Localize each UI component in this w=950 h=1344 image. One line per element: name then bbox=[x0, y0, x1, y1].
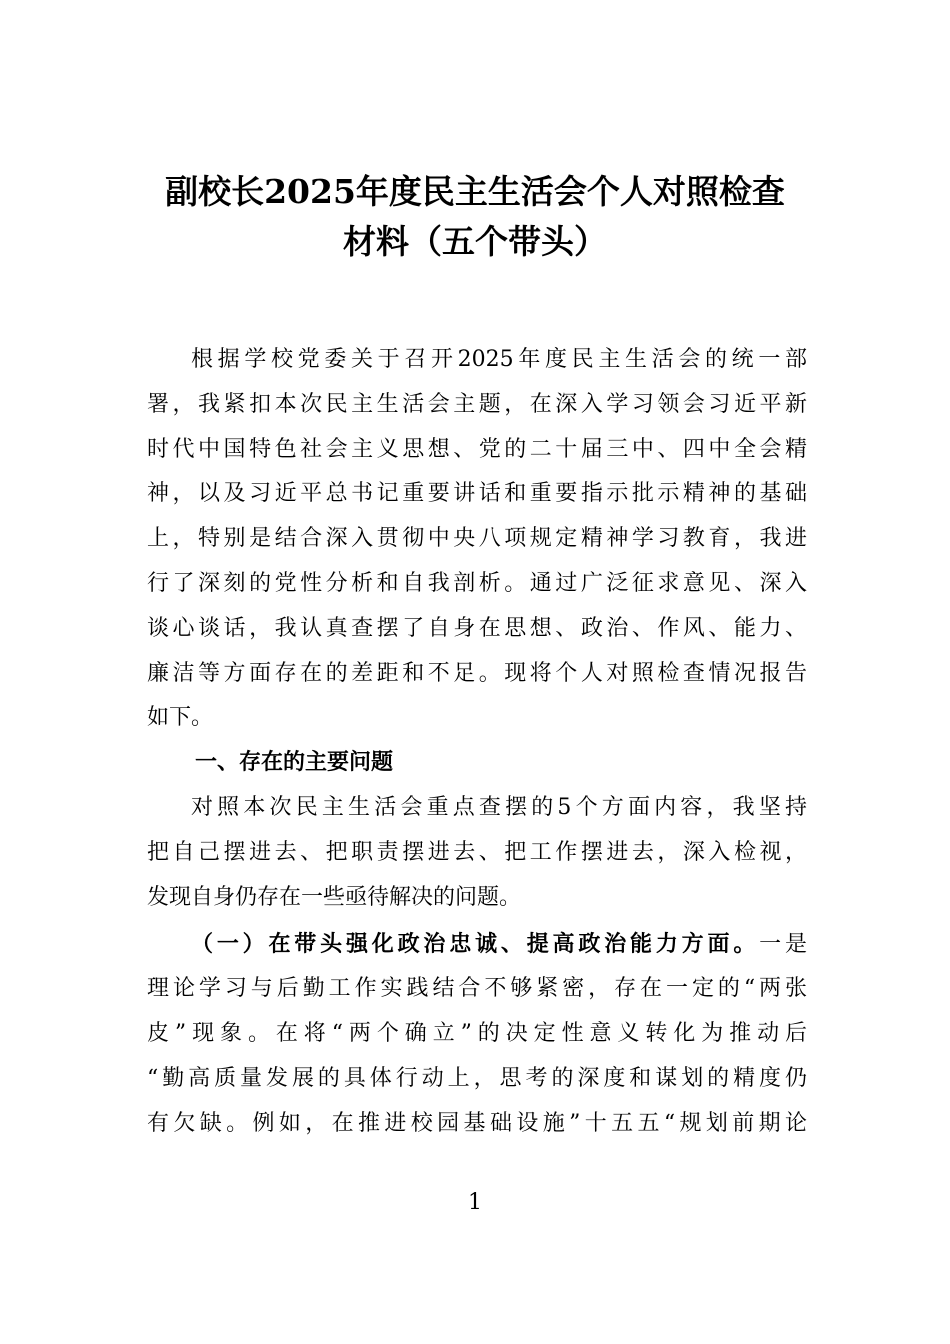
text-line bbox=[147, 922, 807, 967]
text-span: 一是 bbox=[759, 932, 807, 958]
text-line: 时代中国特色社会主义思想、党的二十届三中、四中全会精 bbox=[147, 436, 807, 462]
text-line: “勤高质量发展的具体行动上，思考的深度和谋划的精度仍 bbox=[147, 1065, 807, 1091]
document-title-line-2: 材料（五个带头） bbox=[343, 222, 607, 261]
intro-paragraph bbox=[147, 338, 807, 741]
section-heading: 一、存在的主要问题 bbox=[195, 750, 394, 776]
page-number: 1 bbox=[468, 1190, 482, 1215]
text-line: 发现自身仍存在一些亟待解决的问题。 bbox=[147, 884, 522, 910]
text-line: 有欠缺。例如，在推进校园基础设施”十五五“规划前期论 bbox=[147, 1110, 807, 1136]
text-line: 署，我紧扣本次民主生活会主题，在深入学习领会习近平新 bbox=[147, 391, 807, 417]
document-title-line-1: 副校长2025年度民主生活会个人对照检查 bbox=[165, 172, 785, 211]
problems-paragraph bbox=[147, 786, 807, 920]
text-line: 把自己摆进去、把职责摆进去、把工作摆进去，深入检视， bbox=[147, 839, 807, 865]
text-line: 廉洁等方面存在的差距和不足。现将个人对照检查情况报告 bbox=[147, 660, 807, 686]
subsection-paragraph bbox=[147, 922, 807, 1146]
text-line: 神，以及习近平总书记重要讲话和重要指示批示精神的基础 bbox=[147, 481, 807, 507]
text-line: 如下。 bbox=[147, 705, 214, 731]
text-line: 根据学校党委关于召开2025年度民主生活会的统一部 bbox=[191, 347, 807, 372]
text-line: 谈心谈话，我认真查摆了自身在思想、政治、作风、能力、 bbox=[147, 615, 807, 641]
text-line: 上，特别是结合深入贯彻中央八项规定精神学习教育，我进 bbox=[147, 526, 807, 552]
text-line: 皮”现象。在将“两个确立”的决定性意义转化为推动后 bbox=[147, 1020, 807, 1046]
document-body bbox=[147, 338, 807, 1146]
subsection-heading: （一）在带头强化政治忠诚、提高政治能力方面。 bbox=[191, 931, 760, 958]
text-line: 行了深刻的党性分析和自我剖析。通过广泛征求意见、深入 bbox=[147, 570, 807, 596]
text-line: 理论学习与后勤工作实践结合不够紧密，存在一定的“两张 bbox=[147, 976, 807, 1002]
text-line: 对照本次民主生活会重点查摆的5个方面内容，我坚持 bbox=[191, 794, 807, 820]
